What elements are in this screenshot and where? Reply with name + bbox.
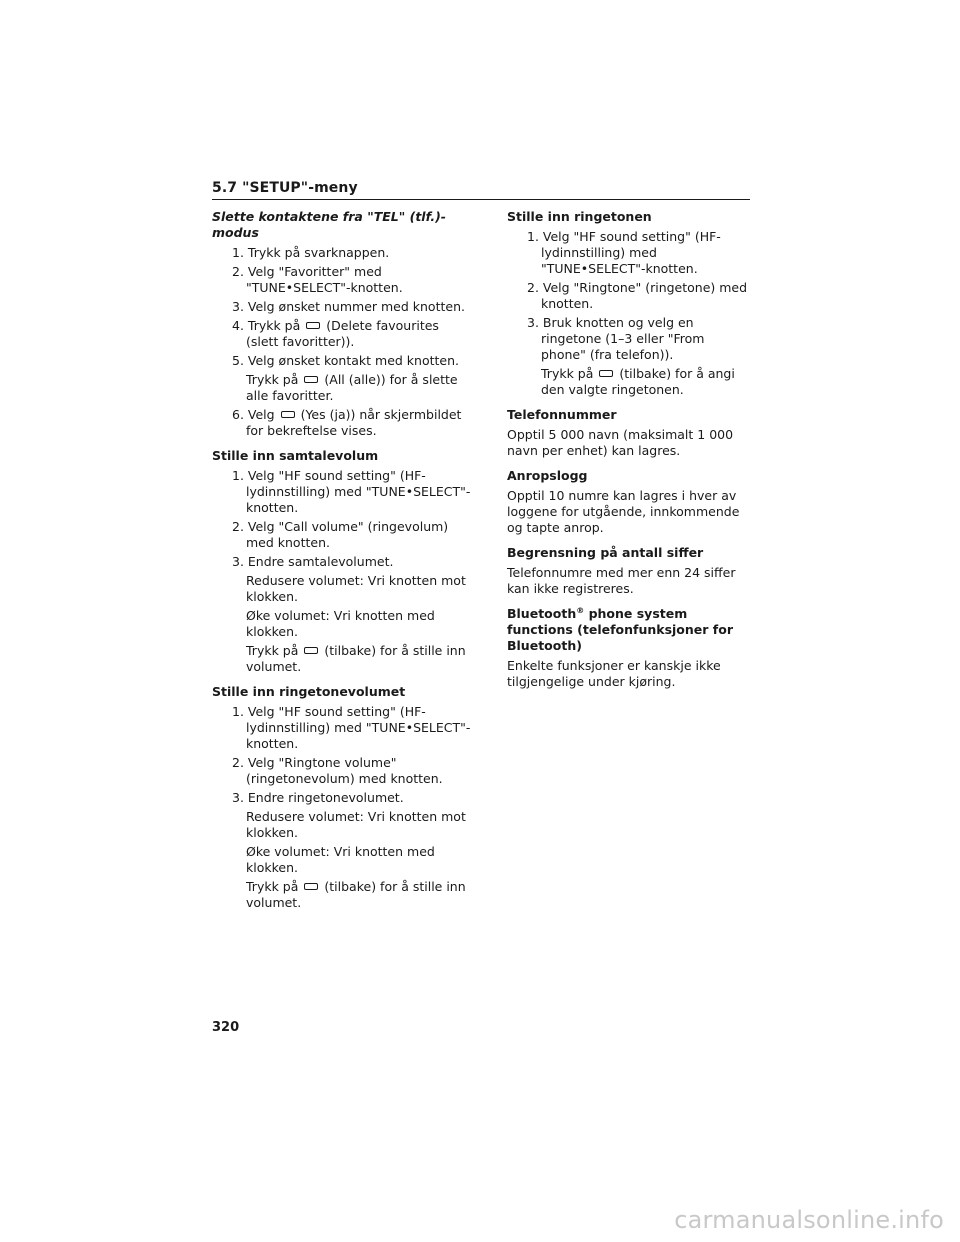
delete-step-4-rest: (Delete favourites (slett favoritter)). [246,318,439,349]
section-title: 5.7 "SETUP"-meny [212,180,358,196]
bluetooth-heading-brand: Bluetooth [507,606,577,621]
delete-step-5-sub-text: Trykk på [246,372,299,387]
digit-limit-text: Telefonnumre med mer enn 24 siffer kan ikke registreres. [507,565,736,596]
delete-step-1: 1. Trykk på svarknappen. [232,245,390,260]
ringvol-sub-3 [212,879,474,911]
delete-step-5: 5. Velg ønsket kontakt med knotten. [232,353,460,368]
button-icon [599,370,613,377]
delete-step-6 [212,407,474,439]
ringtone-heading: Stille inn ringetonen [507,209,652,224]
button-icon [304,647,318,654]
delete-step-5-sub-rest: (All (alle)) for å slette alle favoritter. [246,372,458,403]
right-column [507,209,752,695]
delete-contacts-heading: Slette kontaktene fra "TEL" (tlf.)-modus [212,209,446,240]
ringtone-sub-rest: (tilbake) for å angi den valgte ringetonen. [541,366,735,397]
ringvol-step-3: 3. Endre ringetonevolumet. [232,790,404,805]
page-number: 320 [212,1020,240,1035]
ringvol-step-2: 2. Velg "Ringtone volume" (ringetonevolum) med knotten. [232,755,443,786]
button-icon [304,883,318,890]
ringtone-step-2: 2. Velg "Ringtone" (ringetone) med knotten. [527,280,748,311]
ringvol-sub-1: Redusere volumet: Vri knotten mot klokken. [246,809,466,840]
callvol-step-2: 2. Velg "Call volume" (ringevolum) med knotten. [232,519,449,550]
ringtone-step-3: 3. Bruk knotten og velg en ringetone (1–3 eller "From phone" (fra telefon)). [527,315,705,362]
call-volume-heading: Stille inn samtalevolum [212,448,379,463]
callvol-step-1: 1. Velg "HF sound setting" (HF-lydinnstilling) med "TUNE•SELECT"-knotten. [232,468,471,515]
ringvol-step-1: 1. Velg "HF sound setting" (HF-lydinnstilling) med "TUNE•SELECT"-knotten. [232,704,471,751]
digit-limit-heading: Begrensning på antall siffer [507,545,704,560]
registered-mark: ® [576,605,585,615]
call-log-heading: Anropslogg [507,468,588,483]
callvol-sub-3-text: Trykk på [246,643,299,658]
button-icon [281,411,295,418]
delete-step-3: 3. Velg ønsket nummer med knotten. [232,299,465,314]
left-column [212,209,474,914]
ringvol-sub-3-text: Trykk på [246,879,299,894]
delete-step-6-text: 6. Velg [232,407,275,422]
ringtone-volume-heading: Stille inn ringetonevolumet [212,684,406,699]
callvol-step-3: 3. Endre samtalevolumet. [232,554,394,569]
ringtone-sub-text: Trykk på [541,366,594,381]
callvol-sub-3 [212,643,474,675]
phone-number-text: Opptil 5 000 navn (maksimalt 1 000 navn per enhet) kan lagres. [507,427,734,458]
delete-step-4-text: 4. Trykk på [232,318,301,333]
delete-step-2: 2. Velg "Favoritter" med "TUNE•SELECT"-knotten. [232,264,403,295]
watermark: carmanualsonline.info [674,1206,944,1234]
bluetooth-text: Enkelte funksjoner er kanskje ikke tilgjengelige under kjøring. [507,658,721,689]
callvol-sub-3-rest: (tilbake) for å stille inn volumet. [246,643,466,674]
button-icon [306,322,320,329]
ringvol-sub-2: Øke volumet: Vri knotten med klokken. [246,844,435,875]
ringvol-sub-3-rest: (tilbake) for å stille inn volumet. [246,879,466,910]
ringtone-step-3-sub [507,366,752,398]
delete-step-5-sub [212,372,474,404]
bluetooth-heading-rest: phone system functions (telefonfunksjoner for Bluetooth) [507,606,733,653]
ringtone-step-1: 1. Velg "HF sound setting" (HF-lydinnstilling) med "TUNE•SELECT"-knotten. [527,229,721,276]
delete-step-4 [212,318,474,350]
header-divider [212,199,750,200]
bluetooth-heading [507,606,752,654]
phone-number-heading: Telefonnummer [507,407,617,422]
delete-step-6-rest: (Yes (ja)) når skjermbildet for bekreftelse vises. [246,407,462,438]
button-icon [304,376,318,383]
callvol-sub-1: Redusere volumet: Vri knotten mot klokken. [246,573,466,604]
call-log-text: Opptil 10 numre kan lagres i hver av loggene for utgående, innkommende og tapte anrop. [507,488,740,535]
callvol-sub-2: Øke volumet: Vri knotten med klokken. [246,608,435,639]
